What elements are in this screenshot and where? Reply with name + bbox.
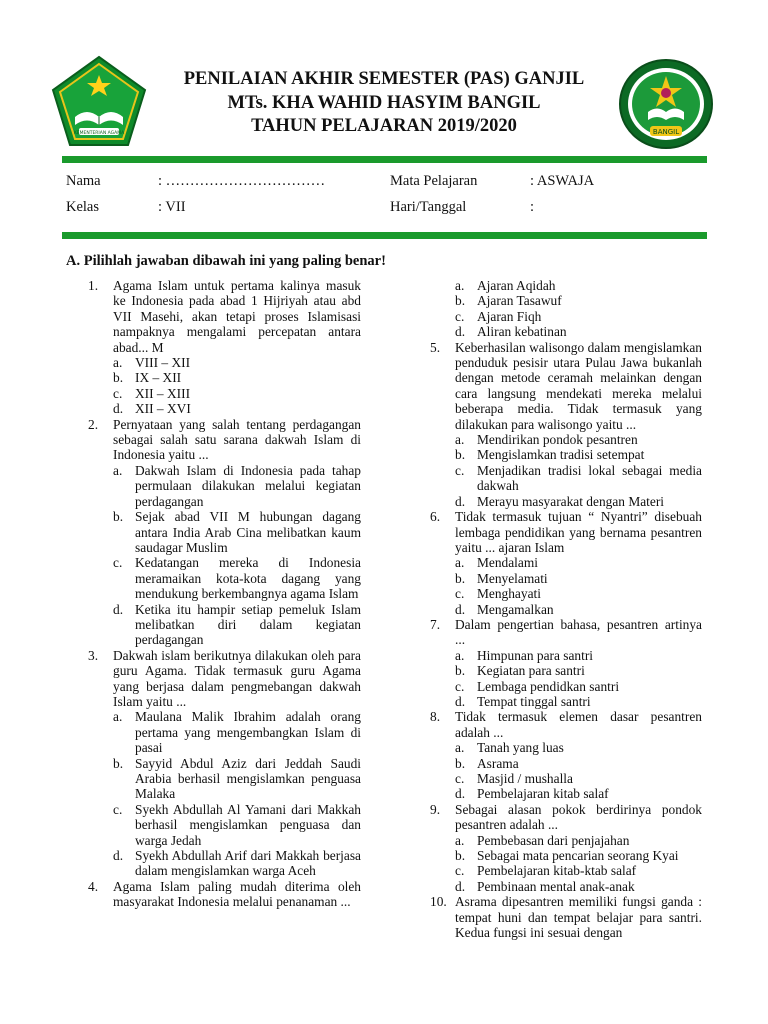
option-text: Masjid / mushalla: [477, 771, 573, 786]
option-letter: d.: [455, 493, 466, 509]
question-number: 7.: [430, 616, 441, 632]
option-letter: b.: [455, 293, 466, 309]
option-letter: b.: [113, 509, 124, 525]
option-text: Merayu masyarakat dengan Materi: [477, 493, 665, 509]
title-line-3: TAHUN PELAJARAN 2019/2020: [251, 116, 517, 136]
option-letter: a.: [455, 555, 465, 571]
svg-text:BANGIL: BANGIL: [652, 128, 680, 136]
option-text: Pembebasan dari penjajahan: [477, 832, 630, 848]
answer-option: [430, 786, 702, 801]
answer-option: [430, 463, 702, 494]
kelas-label: Kelas: [66, 199, 100, 215]
option-text: Pembinaan mental anak-anak: [477, 878, 635, 894]
question-text: Dalam pengertian bahasa, pesantren artinya ...: [455, 616, 702, 648]
option-text: Aliran kebatinan: [477, 324, 567, 340]
option-letter: d.: [113, 601, 124, 617]
option-letter: a.: [455, 740, 465, 756]
question-item: [88, 417, 361, 463]
question-item: [430, 617, 702, 648]
answer-option: [430, 879, 702, 894]
question-item: [430, 340, 702, 432]
answer-option: [88, 401, 361, 416]
option-letter: b.: [455, 848, 466, 864]
question-item: [430, 509, 702, 555]
question-item: [88, 278, 361, 355]
answer-option: [430, 293, 702, 308]
option-text: Dakwah Islam di Indonesia pada tahap permulaan dilakukan melalui kegiatan perdagangan: [135, 462, 361, 509]
question-item: [88, 648, 361, 710]
option-text: Syekh Abdullah Al Yamani dari Makkah berhasil mengislamkan penguasa dan warga Jedah: [135, 801, 361, 848]
option-text: XII – XVI: [135, 401, 191, 417]
option-letter: c.: [455, 771, 465, 786]
option-text: Mendirikan pondok pesantren: [477, 432, 638, 448]
answer-option: [88, 370, 361, 385]
option-letter: d.: [455, 786, 466, 802]
answer-option: [88, 555, 361, 601]
answer-option: [430, 694, 702, 709]
top-divider: [62, 156, 707, 163]
option-text: Himpunan para santri: [477, 647, 594, 663]
option-letter: b.: [455, 570, 466, 586]
option-text: Ajaran Fiqh: [477, 308, 542, 324]
option-letter: c.: [113, 385, 123, 401]
option-letter: d.: [455, 693, 466, 709]
option-text: Syekh Abdullah Arif dari Makkah berjasa dalam mengislamkan warga Aceh: [135, 848, 361, 879]
svg-text:KEMENTERIAN AGAMA: KEMENTERIAN AGAMA: [73, 131, 125, 136]
option-letter: d.: [455, 324, 466, 340]
question-text: Pernyataan yang salah tentang perdagangan sebagai salah satu sarana dakwah Islam di Indonesia yaitu ...: [113, 416, 361, 463]
option-text: Sejak abad VII M hubungan dagang antara India Arab Cina melibatkan kaum saudagar Muslim: [135, 509, 361, 555]
option-letter: c.: [455, 863, 465, 879]
answer-option: [430, 740, 702, 755]
option-text: Sayyid Abdul Aziz dari Jeddah Saudi Arabia berhasil mengislamkan penguasa Malaka: [135, 755, 361, 802]
answer-option: [88, 509, 361, 555]
option-text: VIII – XII: [135, 355, 191, 371]
answer-option: [430, 586, 702, 601]
option-text: Menyelamati: [477, 570, 548, 586]
hari-value: :: [530, 199, 535, 215]
question-text: Keberhasilan walisongo dalam mengislamkan penduduk pesisir utara Pulau Jawa bukanlah dengan metode ceramah melainkan dengan cara langsung mendekati mereka melalui beberapa media. Tidak termasuk yang dilakukan para walisongo yaitu ...: [455, 339, 702, 432]
option-text: Maulana Malik Ibrahim adalah orang pertama yang mengembangkan Islam di pasai: [135, 709, 361, 756]
option-letter: a.: [455, 832, 465, 848]
nama-label: Nama: [66, 173, 101, 189]
question-text: Sebagai alasan pokok berdirinya pondok pesantren adalah ...: [455, 801, 702, 833]
option-text: Tanah yang luas: [477, 740, 564, 756]
option-text: IX – XII: [135, 370, 182, 386]
kelas-value: : VII: [158, 199, 186, 215]
option-text: Kegiatan para santri: [477, 663, 585, 679]
question-number: 8.: [430, 709, 441, 725]
answer-option: [430, 756, 702, 771]
answer-option: [430, 663, 702, 678]
section-a-heading: A. Pilihlah jawaban dibawah ini yang paling benar!: [66, 253, 386, 269]
option-letter: a.: [113, 355, 123, 371]
question-text: Dakwah islam berikutnya dilakukan oleh para guru Agama. Tidak termasuk guru Agama yang berjasa dalam pengmebangan dakwah Islam yaitu ...: [113, 647, 361, 709]
option-text: XII – XIII: [135, 385, 191, 401]
answer-option: [88, 602, 361, 648]
answer-option: [430, 432, 702, 447]
question-text: Tidak termasuk elemen dasar pesantren adalah ...: [455, 709, 702, 740]
option-text: Mengamalkan: [477, 601, 554, 617]
option-letter: d.: [113, 848, 124, 864]
question-item: [430, 802, 702, 833]
option-letter: d.: [455, 878, 466, 894]
option-letter: a.: [455, 647, 465, 663]
option-letter: d.: [455, 601, 466, 617]
option-letter: a.: [113, 462, 123, 478]
option-letter: c.: [455, 586, 465, 602]
question-number: 9.: [430, 801, 441, 817]
question-number: 4.: [88, 878, 99, 894]
answer-option: [430, 863, 702, 878]
option-text: Ajaran Tasawuf: [477, 293, 562, 309]
question-text: Tidak termasuk tujuan “ Nyantri” disebuah lembaga pendidikan yang bernama pesantren yaitu ... ajaran Islam: [455, 509, 702, 555]
option-text: Menjadikan tradisi lokal sebagai media dakwah: [477, 462, 702, 494]
answer-option: [88, 709, 361, 755]
option-letter: c.: [455, 678, 465, 694]
option-text: Pembelajaran kitab salaf: [477, 786, 609, 802]
document-title: [150, 68, 618, 139]
option-letter: b.: [113, 755, 124, 771]
option-letter: a.: [113, 709, 123, 725]
option-text: Mengislamkan tradisi setempat: [477, 447, 645, 463]
question-item: [430, 894, 702, 940]
nama-value: : ……………………………: [158, 173, 326, 189]
option-letter: c.: [113, 555, 123, 571]
answer-option: [430, 602, 702, 617]
question-column-right: [430, 278, 702, 940]
option-text: Sebagai mata pencarian seorang Kyai: [477, 848, 679, 864]
question-text: Agama Islam untuk pertama kalinya masuk ke Indonesia pada abad 1 Hijriyah atau abd VII Masehi, akan tetapi proses Islamisasi nampaknya mengalami percepatan antara abad... M: [113, 278, 361, 355]
answer-option: [430, 771, 702, 786]
answer-option: [430, 648, 702, 663]
mapel-value: : ASWAJA: [530, 173, 595, 189]
option-text: Mendalami: [477, 555, 538, 571]
answer-option: [88, 463, 361, 509]
question-number: 6.: [430, 509, 441, 525]
answer-option: [430, 833, 702, 848]
option-letter: c.: [455, 308, 465, 324]
question-number: 3.: [88, 647, 99, 663]
question-text: Agama Islam paling mudah diterima oleh masyarakat Indonesia melalui penanaman ...: [113, 878, 361, 910]
option-letter: a.: [455, 432, 465, 448]
option-letter: b.: [455, 755, 466, 771]
option-letter: d.: [113, 401, 124, 417]
answer-option: [430, 278, 702, 293]
option-text: Menghayati: [477, 586, 541, 602]
option-text: Asrama: [477, 755, 519, 771]
question-number: 2.: [88, 416, 99, 432]
answer-option: [430, 494, 702, 509]
option-text: Lembaga pendidkan santri: [477, 678, 620, 694]
bottom-divider: [62, 232, 707, 239]
option-text: Kedatangan mereka di Indonesia meramaikan kota-kota dagang yang mendukung berkembangnya agama Islam: [135, 555, 361, 602]
answer-option: [430, 848, 702, 863]
option-text: Tempat tinggal santri: [477, 693, 591, 709]
option-text: Ajaran Aqidah: [477, 278, 556, 293]
question-item: [88, 879, 361, 910]
option-letter: a.: [455, 278, 465, 293]
kemenag-logo: [50, 55, 148, 147]
answer-option: [88, 848, 361, 879]
question-column-left: [88, 278, 361, 910]
question-text: Asrama dipesantren memiliki fungsi ganda : tempat huni dan tempat belajar para santri. Kedua fungsi ini sesuai dengan: [455, 894, 702, 941]
answer-option: [88, 386, 361, 401]
question-number: 1.: [88, 278, 99, 293]
option-text: Pembelajaran kitab-ktab salaf: [477, 863, 637, 879]
answer-option: [430, 309, 702, 324]
option-text: Ketika itu hampir setiap pemeluk Islam melibatkan diri dalam kegiatan perdagangan: [135, 601, 361, 648]
option-letter: b.: [455, 447, 466, 463]
answer-option: [430, 571, 702, 586]
option-letter: c.: [113, 801, 123, 817]
answer-option: [430, 679, 702, 694]
question-number: 10.: [430, 894, 447, 910]
hari-label: Hari/Tanggal: [390, 199, 467, 215]
mapel-label: Mata Pelajaran: [390, 173, 478, 189]
question-item: [430, 709, 702, 740]
answer-option: [430, 447, 702, 462]
answer-option: [88, 802, 361, 848]
title-line-1: PENILAIAN AKHIR SEMESTER (PAS) GANJIL: [183, 69, 585, 89]
option-letter: b.: [113, 370, 124, 386]
question-number: 5.: [430, 339, 441, 355]
title-line-2: MTs. KHA WAHID HASYIM BANGIL: [227, 92, 541, 113]
option-letter: b.: [455, 663, 466, 679]
option-letter: c.: [455, 462, 465, 478]
answer-option: [430, 555, 702, 570]
school-logo: [618, 58, 714, 150]
answer-option: [430, 324, 702, 339]
answer-option: [88, 355, 361, 370]
answer-option: [88, 756, 361, 802]
